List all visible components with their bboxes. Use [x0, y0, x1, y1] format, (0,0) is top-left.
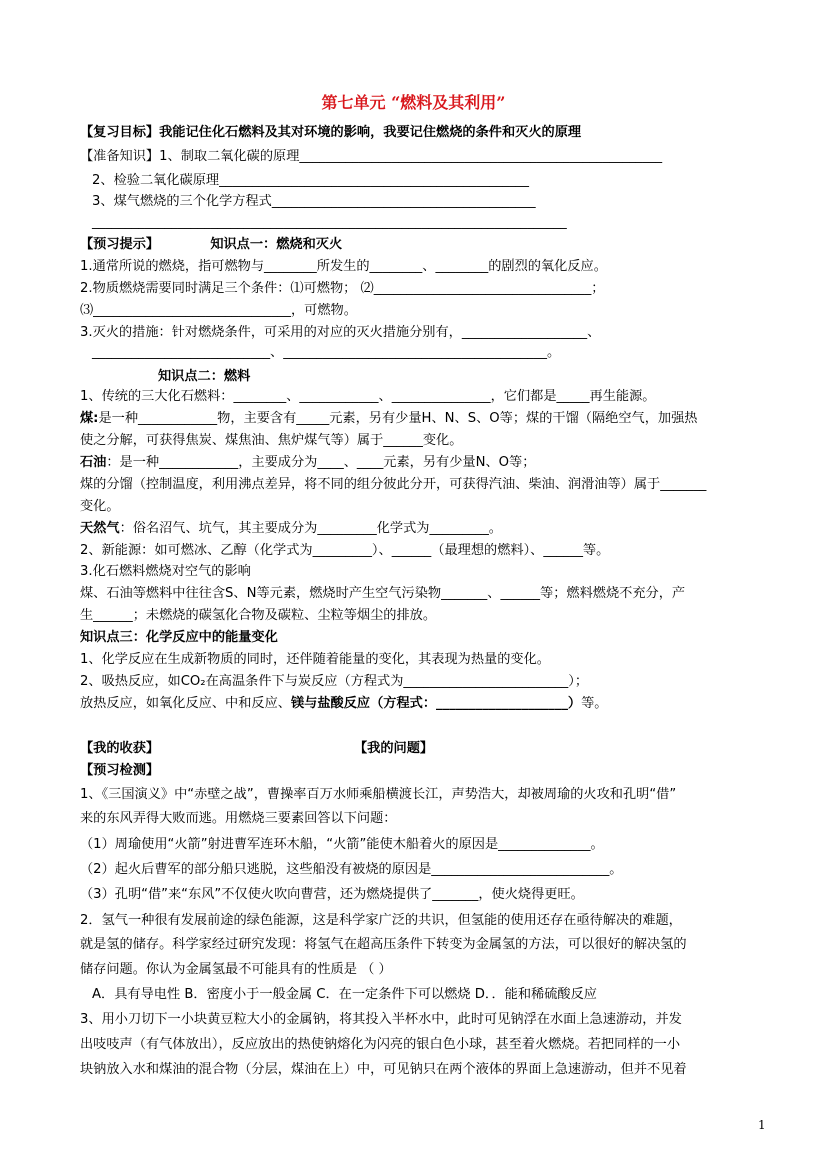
kp3-mg-reaction: 镁与盐酸反应（方程式：____________________）: [291, 696, 582, 711]
prep-item-2: 2、检验二氧化碳原理_______________________________________________: [92, 173, 529, 188]
kp2-line-5: 生______；未燃烧的碳氢化合物及碳粒、尘粒等烟尘的排放。: [80, 608, 437, 623]
kp2-line-4: 煤、石油等燃料中往往含S、N等元素，燃烧时产生空气污染物_______、______等；燃料燃烧不充分，产: [80, 586, 686, 601]
preview-hint-label: 【预习提示】: [80, 237, 160, 252]
prep-knowledge: [80, 148, 662, 166]
page-number: 1: [758, 1118, 766, 1132]
kp2-line-2: 2、新能源：如可燃冰、乙醇（化学式为_________）、______（最理想的燃料）、______等。: [80, 543, 610, 558]
q3-line-3: 块钠放入水和煤油的混合物（分层，煤油在上）中，可见钠只在两个液体的界面上急速游动，但并不见着: [80, 1062, 687, 1077]
kp1-line-1: 1.通常所说的燃烧，指可燃物与________所发生的________、________的剧烈的氧化反应。: [80, 259, 607, 274]
q3-line-1: 3、用小刀切下一小块黄豆粒大小的金属钠，将其投入半杯水中，此时可见钠浮在水面上急速游动，并发: [80, 1012, 682, 1027]
knowledge-point-1-heading: 知识点一：燃烧和灭火: [210, 237, 343, 252]
review-goal-label: 【复习目标】: [80, 125, 160, 140]
preview-check: 【预习检测】: [80, 763, 160, 778]
kp3-line-2: 2、吸热反应，如CO₂在高温条件下与炭反应（方程式为_________________________）；: [80, 674, 589, 689]
knowledge-point-2-heading: 知识点二：燃料: [158, 369, 251, 384]
q1-line-4: （2）起火后曹军的部分船只逃脱，这些船没有被烧的原因是___________________________。: [80, 862, 623, 877]
natural-gas-text: ：俗名沼气、坑气，其主要成分为_________化学式为_________。: [119, 521, 502, 536]
q1-line-2: 来的东风弄得大败而逃。用燃烧三要素回答以下问题：: [80, 811, 397, 826]
q2-line-2: 就是氢的储存。科学家经过研究发现：将氢气在超高压条件下转变为金属氢的方法，可以很好的解决氢的: [80, 937, 687, 952]
natural-gas-label: 天然气: [80, 521, 120, 536]
oil-label: 石油: [80, 455, 107, 470]
q2-line-3: 储存问题。你认为金属氢最不可能具有的性质是 （ ）: [80, 962, 392, 977]
oil-text-1: ：是一种____________，主要成分为____、____元素，另有少量N、O等；: [106, 455, 536, 470]
oil-line-3: 变化。: [80, 499, 120, 514]
q1-line-1: 1、《三国演义》中“赤壁之战”，曹操率百万水师乘船横渡长江，声势浩大，却被周瑜的火攻和孔明“借”: [80, 787, 677, 802]
kp1-line-2: 2.物质燃烧需要同时满足三个条件：⑴可燃物； ⑵_________________________________；: [80, 281, 605, 296]
kp1-line-3: ⑶______________________________，可燃物。: [80, 303, 357, 318]
coal-line-2: 使之分解，可获得焦炭、煤焦油、焦炉煤气等）属于______变化。: [80, 433, 463, 448]
q2-line-1: 2．氢气一种很有发展前途的绿色能源，这是科学家广泛的共识，但氢能的使用还存在亟待解决的难题，: [80, 913, 682, 928]
coal-line-1: [80, 410, 697, 428]
kp1-line-5: ___________________________、________________________________________。: [92, 345, 561, 360]
kp2-line-3: 3.化石燃料燃烧对空气的影响: [80, 564, 251, 579]
coal-text-1: 是一种____________物，主要含有_____元素，另有少量H、N、S、O等；煤的干馏（隔绝空气，加强热: [98, 411, 698, 426]
q3-line-2: 出吱吱声（有气体放出），反应放出的热使钠熔化为闪亮的银白色小球，甚至着火燃烧。若把同样的一小: [80, 1037, 681, 1052]
coal-label: 煤:: [80, 411, 99, 426]
review-goal-text: 我能记住化石燃料及其对环境的影响，我要记住燃烧的条件和灭火的原理: [159, 125, 582, 140]
oil-line-2: 煤的分馏（控制温度，利用沸点差异，将不同的组分彼此分开，可获得汽油、柴油、润滑油等）属于_______: [80, 477, 707, 492]
prep-item-1: 1、制取二氧化碳的原理_______________________________________________________: [159, 149, 663, 164]
preview-hint: [80, 236, 342, 254]
q1-line-5: （3）孔明“借”来“东风”不仅使火吹向曹营，还为燃烧提供了_______，使火烧得更旺。: [80, 887, 584, 902]
q2-options: A．具有导电性 B．密度小于一般金属 C．在一定条件下可以燃烧 D．．能和稀硫酸反应: [92, 987, 597, 1002]
page-title: 第七单元 “燃料及其利用”: [321, 93, 506, 112]
kp3-line-3: [80, 695, 608, 713]
kp3-line-3-text: 放热反应，如氧化反应、中和反应、: [80, 696, 291, 711]
kp1-line-4: 3.灭火的措施：针对燃烧条件，可采用的对应的灭火措施分别有，___________________、: [80, 325, 601, 340]
prep-knowledge-label: 【准备知识】: [80, 149, 160, 164]
oil-line-1: [80, 454, 535, 472]
my-harvest: 【我的收获】: [80, 741, 160, 756]
kp2-line-1: 1、传统的三大化石燃料：________、____________、_______________，它们都是_____再生能源。: [80, 389, 656, 404]
natural-gas-line: [80, 520, 502, 538]
q1-line-3: （1）周瑜使用“火箭”射进曹军连环木船，“火箭”能使木船着火的原因是______________。: [80, 837, 604, 852]
prep-item-3-blank: ________________________________________________________________________: [92, 215, 567, 230]
kp3-line-1: 1、化学反应在生成新物质的同时，还伴随着能量的变化，其表现为热量的变化。: [80, 652, 550, 667]
my-problem: 【我的问题】: [354, 741, 434, 756]
review-goal: [80, 124, 581, 142]
prep-item-3: 3、煤气燃烧的三个化学方程式________________________________________: [92, 194, 536, 209]
knowledge-point-3-heading: 知识点三：化学反应中的能量变化: [80, 630, 278, 645]
kp3-line-3-end: 等。: [581, 696, 608, 711]
